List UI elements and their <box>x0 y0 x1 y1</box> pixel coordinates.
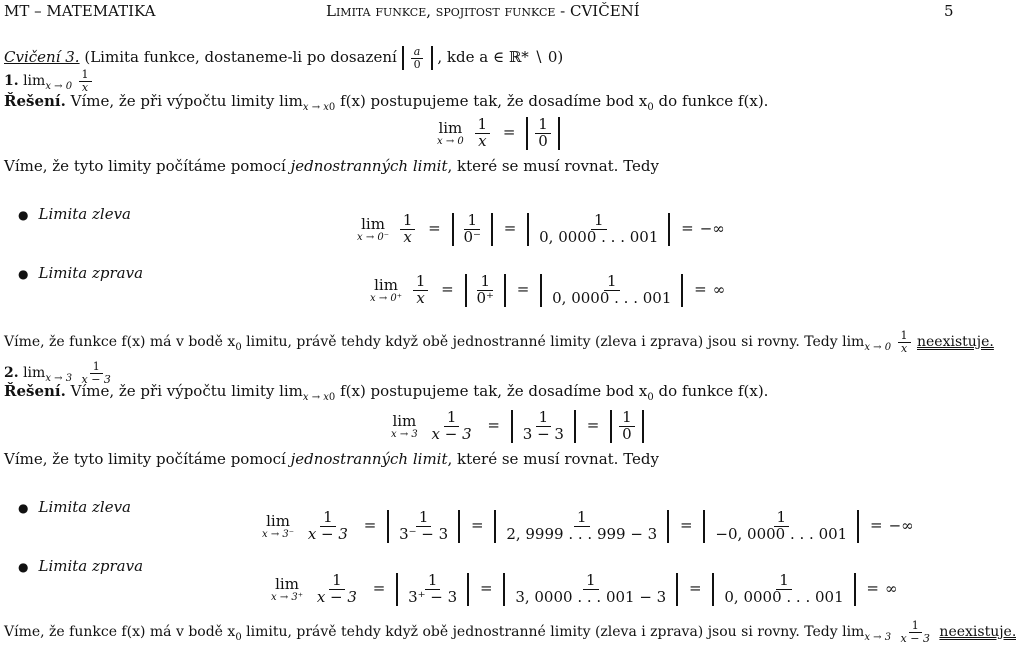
solution-1-intro: Řešení. Víme, že při výpočtu limity $\lim_{x \to x0} f(x)$ postupujeme tak, že dosadíme bod $x_0$ do funkce f(x). <box>4 92 769 113</box>
exercise-label: Cvičení 3. <box>4 48 80 67</box>
problem-2: 2. $\lim_{x \to 3}$ $\frac{1}{x - 3}$ <box>4 360 111 386</box>
header-title: Limita funkce, spojitost funkce - CVIČENÍ <box>326 2 640 20</box>
solution-2-intro: Řešení. Víme, že při výpočtu limity $\lim_{x \to x0} f(x)$ postupujeme tak, že dosadíme bod $x_0$ do funkce f(x). <box>4 382 769 403</box>
left-limit-1: lim x → 0⁻ $\frac{1}{x}$ = $\frac{1}{0^-}$ = $\frac{1}{0, 0000 . . . 001}$ = −∞ <box>357 211 725 246</box>
problem-1: 1. $\lim_{x \to 0}$ $\frac{1}{x}$ <box>4 69 94 93</box>
main-limit-2: lim x → 3 $\frac{1}{x - 3}$ = $\frac{1}{3 - 3}$ = $\frac{1}{0}$ <box>391 410 644 443</box>
right-limit-2: lim x → 3⁺ $\frac{1}{x - 3}$ = $\frac{1}{3^+ - 3}$ = $\frac{1}{3, 0000 . . . 001 - 3}$ = $\frac{1}{0, 0000 . . . 001}$ = ∞ <box>271 571 898 606</box>
left-limit-label-1: ● Limita zleva <box>18 205 131 223</box>
conclusion-1: Víme, že funkce f(x) má v bodě $x_0$ limitu, právě tehdy když obě jednostranné limity (zleva i zprava) jsou si rovny. Tedy $\lim_{x \to 0}$ $\frac{1}{x}$ neexistuje. <box>4 329 994 355</box>
page-number: 5 <box>944 2 954 20</box>
right-limit-1: lim x → 0⁺ $\frac{1}{x}$ = $\frac{1}{0^+}$ = $\frac{1}{0, 0000 . . . 001}$ = ∞ <box>370 272 726 307</box>
left-limit-label-2: ● Limita zleva <box>18 498 131 516</box>
right-limit-label-1: ● Limita zprava <box>18 264 144 282</box>
left-limit-2: lim x → 3⁻ $\frac{1}{x - 3}$ = $\frac{1}{3^- - 3}$ = $\frac{1}{2, 9999 . . . 999 - 3}$ = $\frac{1}{-0, 0000 . . . 001}$ = −∞ <box>262 508 914 543</box>
exercise-heading: Cvičení 3. (Limita funkce, dostaneme-li po dosazení $\frac{a}{0}$ , kde a ∈ ℝ* ∖ 0) <box>4 45 564 71</box>
exercise-desc: (Limita funkce, dostaneme-li po dosazení <box>84 48 397 67</box>
conclusion-2: Víme, že funkce f(x) má v bodě $x_0$ limitu, právě tehdy když obě jednostranné limity (zleva i zprava) jsou si rovny. Tedy $\lim_{x \to 3}$ $\frac{1}{x - 3}$ neexistuje. <box>4 619 1016 645</box>
onesided-note-2: Víme, že tyto limity počítáme pomocí jednostranných limit, které se musí rovnat. Tedy <box>4 450 659 468</box>
right-limit-label-2: ● Limita zprava <box>18 557 144 575</box>
exercise-cond: , kde a ∈ ℝ* ∖ 0) <box>437 48 564 67</box>
header-left: MT – MATEMATIKA <box>4 2 156 20</box>
onesided-note-1: Víme, že tyto limity počítáme pomocí jednostranných limit, které se musí rovnat. Tedy <box>4 157 659 175</box>
main-limit-1: lim x → 0 $\frac{1}{x}$ = $\frac{1}{0}$ <box>437 117 560 150</box>
